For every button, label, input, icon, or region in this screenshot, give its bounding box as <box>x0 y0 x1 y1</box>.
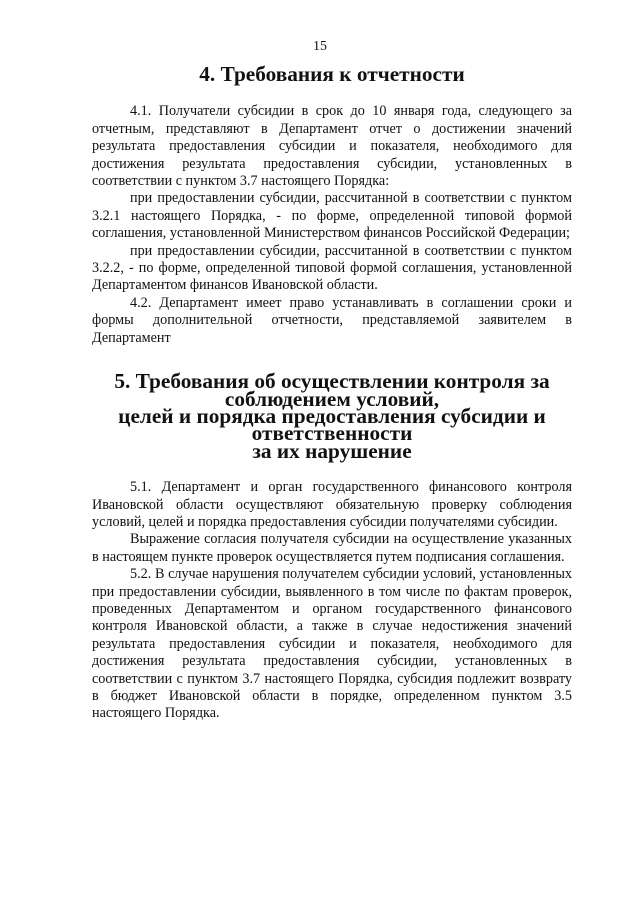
section-4-title: 4. Требования к отчетности <box>199 62 465 86</box>
paragraph-5-1-consent: Выражение согласия получателя субсидии на осуществление указанных в настоящем пункте проверок осуществляется путем подписания соглашения. <box>92 531 572 565</box>
paragraph-4-2: 4.2. Департамент имеет право устанавливать в соглашении сроки и формы дополнительной отчетности, представляемой заявителем в Департамент <box>92 294 572 346</box>
paragraph-5-2: 5.2. В случае нарушения получателем субсидии условий, установленных при предоставлении субсидии, выявленного в том числе по фактам проверок, проведенных Департаментом и органом государственного финансового контроля Ивановской области, а также в случае недостижения значений результата предоставления субсидии и показателя, необходимого для достижения результата предоставления субсидии, установленных в соответствии с пунктом 3.7 настоящего Порядка, субсидия подлежит возврату в бюджет Ивановской области в порядке, определенном пунктом 3.5 настоящего Порядка. <box>92 566 572 722</box>
section-5-title-line: за их нарушение <box>252 438 412 463</box>
paragraph-5-1: 5.1. Департамент и орган государственного финансового контроля Ивановской области осуществляют обязательную проверку соблюдения условий, целей и порядка предоставления субсидии получателями субсидии. <box>92 479 572 530</box>
page-number: 15 <box>313 39 327 54</box>
paragraph-4-1: 4.1. Получатели субсидии в срок до 10 января года, следующего за отчетным, представляют в Департамент отчет о достижении значений результата предоставления субсидии и показателя, необходимого для достижения результата предоставления субсидии, установленных в соответствии с пунктом 3.7 настоящего Порядка: <box>92 103 572 190</box>
paragraph-4-1-option-1: при предоставлении субсидии, рассчитанной в соответствии с пунктом 3.2.1 настоящего Порядка, - по форме, определенной типовой формой соглашения, установленной Министерством финансов Российской Федерации; <box>92 190 572 242</box>
document-body <box>92 62 572 723</box>
section-5-title-line: 5. Требования об осуществлении контроля за соблюдением условий, <box>114 369 550 411</box>
section-5-title <box>92 369 572 463</box>
paragraph-4-1-option-2: при предоставлении субсидии, рассчитанной в соответствии с пунктом 3.2.2, - по форме, определенной типовой формой соглашения, установленной Департаментом финансов Ивановской области. <box>92 242 572 294</box>
section-5-title-line: целей и порядка предоставления субсидии и ответственности <box>118 403 546 446</box>
